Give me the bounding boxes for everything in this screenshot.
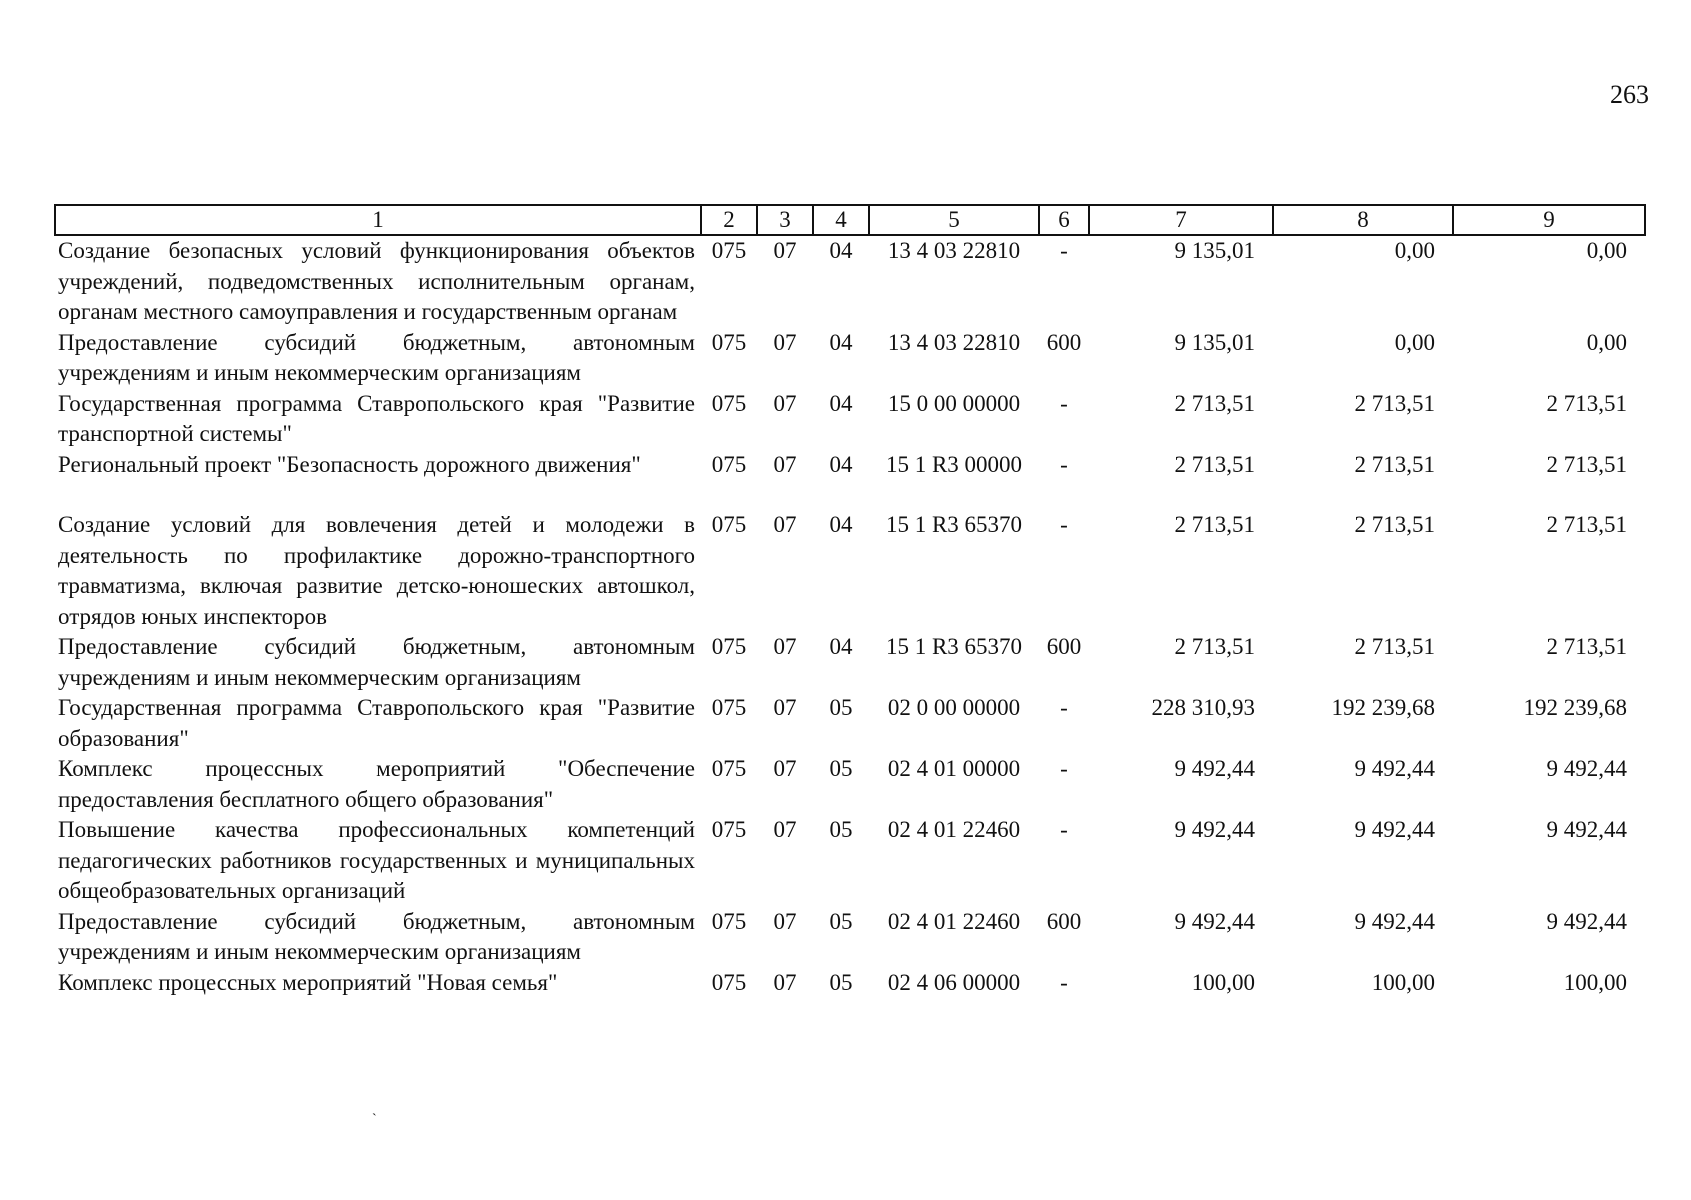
amount-col7: 9 135,01 [1174, 238, 1255, 263]
subsection-code: 04 [829, 390, 853, 416]
expense-type-code: - [1060, 238, 1068, 263]
amount-col8: 0,00 [1394, 238, 1435, 263]
amount-col7: 2 713,51 [1174, 390, 1255, 416]
ministry-code: 075 [711, 451, 747, 477]
column-header: 3 [757, 205, 813, 235]
amount-col9: 192 239,68 [1523, 695, 1627, 720]
amount-col9: 100,00 [1563, 969, 1627, 995]
expense-type-code: - [1060, 756, 1068, 781]
section-code: 07 [773, 908, 797, 934]
page-number: 263 [1610, 80, 1649, 109]
amount-col7: 9 492,44 [1174, 817, 1255, 842]
amount-col8: 100,00 [1371, 969, 1435, 995]
subsection-code: 04 [829, 329, 853, 355]
row-name: Предоставление субсидий бюджетным, автономным учреждениям и иным некоммерческим организациям [58, 908, 695, 964]
table-row [55, 235, 1645, 328]
amount-col7: 2 713,51 [1174, 634, 1255, 659]
amount-col9: 0,00 [1586, 329, 1627, 355]
expense-type-code: 600 [1046, 329, 1082, 355]
expense-type-code: - [1060, 695, 1068, 720]
column-header: 5 [869, 205, 1039, 235]
target-article-code: 15 1 R3 65370 [885, 512, 1023, 537]
section-code: 07 [773, 695, 797, 720]
amount-col7: 9 135,01 [1174, 329, 1255, 355]
table-row [55, 907, 1645, 968]
row-name: Предоставление субсидий бюджетным, автономным учреждениям и иным некоммерческим организациям [58, 634, 695, 690]
target-article-code: 13 4 03 22810 [887, 238, 1021, 263]
table-row [55, 328, 1645, 389]
row-name: Создание условий для вовлечения детей и молодежи в деятельность по профилактике дорожно-транспортного травматизма, включая развитие детско-юношеских автошкол, отрядов юных инспекторов [58, 512, 695, 629]
subsection-code: 05 [829, 969, 853, 995]
amount-col9: 9 492,44 [1546, 817, 1627, 842]
target-article-code: 15 1 R3 65370 [885, 634, 1023, 659]
amount-col8: 9 492,44 [1354, 817, 1435, 842]
subsection-code: 04 [829, 451, 853, 477]
amount-col8: 0,00 [1394, 329, 1435, 355]
table-row [55, 632, 1645, 693]
amount-col9: 0,00 [1586, 238, 1627, 263]
target-article-code: 15 0 00 00000 [887, 390, 1021, 416]
row-name: Комплекс процессных мероприятий "Обеспечение предоставления бесплатного общего образования" [58, 756, 695, 812]
amount-col8: 9 492,44 [1354, 756, 1435, 781]
amount-col7: 2 713,51 [1174, 512, 1255, 537]
ministry-code: 075 [711, 390, 747, 416]
stray-mark: ` [372, 1112, 377, 1127]
table-row [55, 754, 1645, 815]
amount-col8: 2 713,51 [1354, 512, 1435, 537]
amount-col8: 2 713,51 [1354, 390, 1435, 416]
row-name: Региональный проект "Безопасность дорожного движения" [58, 451, 641, 477]
amount-col7: 2 713,51 [1174, 451, 1255, 477]
column-header: 1 [55, 205, 701, 235]
expense-type-code: 600 [1046, 908, 1082, 934]
table-row [55, 693, 1645, 754]
target-article-code: 02 4 01 00000 [887, 756, 1021, 781]
ministry-code: 075 [711, 756, 747, 781]
subsection-code: 04 [829, 512, 853, 537]
row-name: Предоставление субсидий бюджетным, автономным учреждениям и иным некоммерческим организациям [58, 329, 695, 385]
amount-col8: 192 239,68 [1331, 695, 1435, 720]
section-code: 07 [773, 634, 797, 659]
subsection-code: 05 [829, 817, 853, 842]
column-header: 7 [1089, 205, 1273, 235]
row-name: Создание безопасных условий функционирования объектов учреждений, подведомственных исполнительным органам, органам местного самоуправления и государственным органам [58, 238, 695, 324]
ministry-code: 075 [711, 695, 747, 720]
amount-col9: 2 713,51 [1546, 451, 1627, 477]
target-article-code: 02 4 01 22460 [887, 817, 1021, 842]
amount-col7: 9 492,44 [1174, 908, 1255, 934]
expense-type-code: - [1060, 512, 1068, 537]
ministry-code: 075 [711, 512, 747, 537]
amount-col8: 2 713,51 [1354, 634, 1435, 659]
section-code: 07 [773, 969, 797, 995]
target-article-code: 02 4 06 00000 [887, 969, 1021, 995]
amount-col9: 2 713,51 [1546, 512, 1627, 537]
table-row [55, 450, 1645, 511]
column-header: 2 [701, 205, 757, 235]
expense-type-code: - [1060, 969, 1068, 995]
subsection-code: 04 [829, 238, 853, 263]
column-header: 9 [1453, 205, 1645, 235]
target-article-code: 15 1 R3 00000 [885, 451, 1023, 477]
target-article-code: 13 4 03 22810 [887, 329, 1021, 355]
row-name: Комплекс процессных мероприятий "Новая семья" [58, 969, 558, 995]
expense-type-code: - [1060, 390, 1068, 416]
table-row [55, 968, 1645, 999]
ministry-code: 075 [711, 969, 747, 995]
subsection-code: 05 [829, 756, 853, 781]
section-code: 07 [773, 390, 797, 416]
amount-col7: 228 310,93 [1151, 695, 1255, 720]
amount-col8: 9 492,44 [1354, 908, 1435, 934]
ministry-code: 075 [711, 908, 747, 934]
ministry-code: 075 [711, 329, 747, 355]
expense-type-code: - [1060, 817, 1068, 842]
table-row [55, 389, 1645, 450]
amount-col9: 9 492,44 [1546, 756, 1627, 781]
subsection-code: 05 [829, 908, 853, 934]
amount-col9: 2 713,51 [1546, 390, 1627, 416]
amount-col8: 2 713,51 [1354, 451, 1435, 477]
section-code: 07 [773, 512, 797, 537]
column-header: 6 [1039, 205, 1089, 235]
section-code: 07 [773, 238, 797, 263]
subsection-code: 04 [829, 634, 853, 659]
table-row [55, 510, 1645, 632]
ministry-code: 075 [711, 817, 747, 842]
column-header: 8 [1273, 205, 1453, 235]
amount-col7: 100,00 [1191, 969, 1255, 995]
target-article-code: 02 0 00 00000 [887, 695, 1021, 720]
subsection-code: 05 [829, 695, 853, 720]
row-name: Государственная программа Ставропольского края "Развитие образования" [58, 695, 695, 751]
table-row [55, 815, 1645, 907]
section-code: 07 [773, 329, 797, 355]
ministry-code: 075 [711, 238, 747, 263]
expense-type-code: 600 [1046, 634, 1082, 659]
section-code: 07 [773, 817, 797, 842]
section-code: 07 [773, 451, 797, 477]
amount-col7: 9 492,44 [1174, 756, 1255, 781]
row-name: Повышение качества профессиональных компетенций педагогических работников государственных и муниципальных общеобразовательных организаций [58, 817, 695, 903]
column-header: 4 [813, 205, 869, 235]
amount-col9: 9 492,44 [1546, 908, 1627, 934]
expense-type-code: - [1060, 451, 1068, 477]
budget-table [54, 204, 1646, 998]
row-name: Государственная программа Ставропольского края "Развитие транспортной системы" [58, 390, 695, 446]
ministry-code: 075 [711, 634, 747, 659]
section-code: 07 [773, 756, 797, 781]
target-article-code: 02 4 01 22460 [887, 908, 1021, 934]
amount-col9: 2 713,51 [1546, 634, 1627, 659]
header-row [55, 205, 1645, 235]
